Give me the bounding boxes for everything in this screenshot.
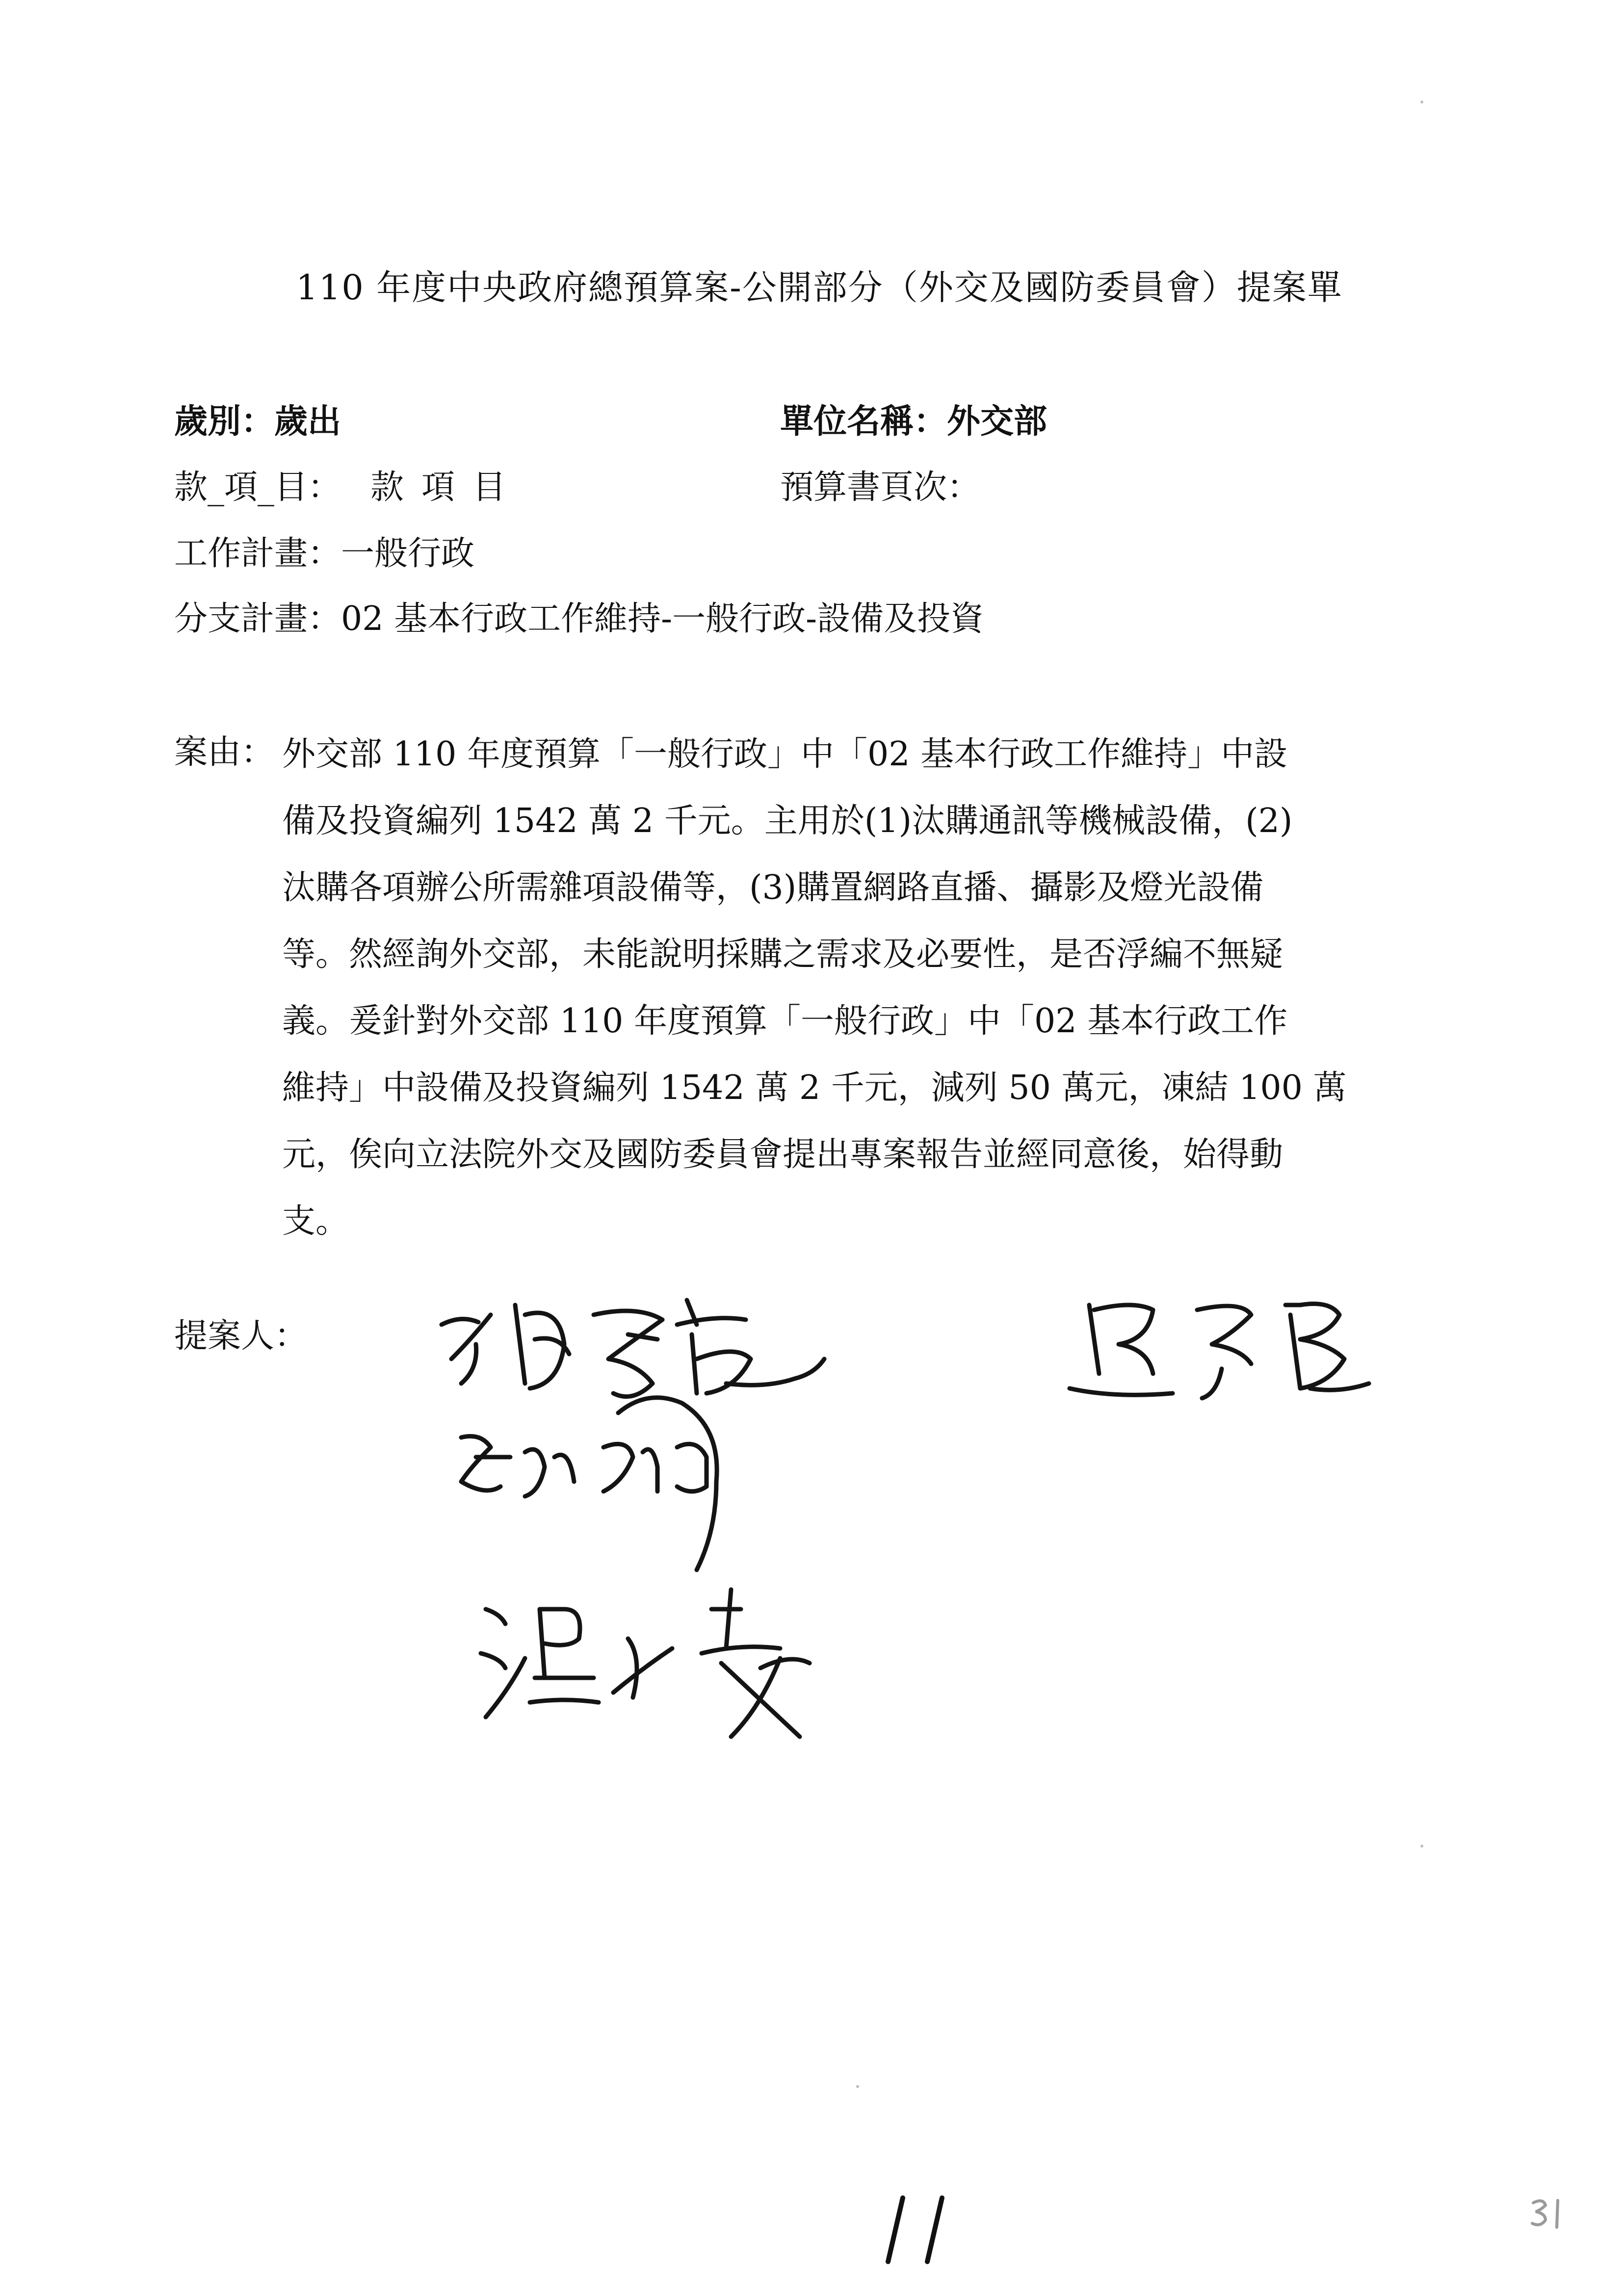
category-field: [174, 402, 341, 441]
reason-body: [282, 721, 1430, 1255]
reason-label: 案由：: [174, 733, 275, 772]
unit-value: 外交部: [947, 402, 1048, 441]
handwritten-signature-2: [1055, 1276, 1398, 1423]
reason-line: 元，俟向立法院外交及國防委員會提出專案報告並經同意後，始得動: [282, 1135, 1283, 1174]
scan-speck: [856, 2085, 859, 2088]
unit-label: 單位名稱：: [780, 402, 947, 441]
reason-line: 等。然經詢外交部，未能說明採購之需求及必要性，是否浮編不無疑: [282, 935, 1283, 974]
handwritten-signature-3: [442, 1383, 814, 1590]
reason-line: 外交部 110 年度預算「一般行政」中「02 基本行政工作維持」中設: [282, 735, 1288, 774]
page-number-mark: [873, 2188, 971, 2267]
reason-line: 備及投資編列 1542 萬 2 千元。主用於(1)汰購通訊等機械設備，(2): [282, 802, 1293, 840]
item-field: [174, 468, 524, 507]
work-plan-label: 工作計畫：: [174, 534, 341, 573]
budget-page-label: 預算書頁次：: [780, 468, 981, 507]
sub-plan-field: [174, 602, 984, 636]
work-plan-field: [174, 534, 475, 573]
category-label: 歲別：: [174, 402, 275, 441]
reason-line: 支。: [282, 1202, 349, 1241]
sub-plan-label: 分支計畫：: [174, 600, 341, 638]
handwritten-signature-4: [466, 1580, 868, 1747]
sub-plan-value: 02 基本行政工作維持-一般行政-設備及投資: [341, 600, 984, 638]
item-label: 款_項_目：: [174, 468, 341, 507]
document-title: 110 年度中央政府總預算案-公開部分（外交及國防委員會）提案單: [296, 267, 1343, 308]
scan-speck: [1420, 101, 1423, 104]
corner-mark: [1528, 2193, 1572, 2232]
proposer-label: 提案人：: [174, 1317, 308, 1356]
work-plan-value: 一般行政: [341, 534, 475, 573]
reason-line: 汰購各項辦公所需雜項設備等，(3)購置網路直播、攝影及燈光設備: [282, 868, 1264, 907]
category-value: 歲出: [274, 402, 341, 441]
reason-line: 維持」中設備及投資編列 1542 萬 2 千元，減列 50 萬元，凍結 100 萬: [282, 1069, 1347, 1107]
unit-field: [780, 402, 1048, 441]
scan-speck: [1420, 1845, 1423, 1848]
budget-page-field: [780, 468, 981, 507]
item-value: 款項目: [370, 468, 524, 507]
reason-line: 義。爰針對外交部 110 年度預算「一般行政」中「02 基本行政工作: [282, 1002, 1288, 1041]
